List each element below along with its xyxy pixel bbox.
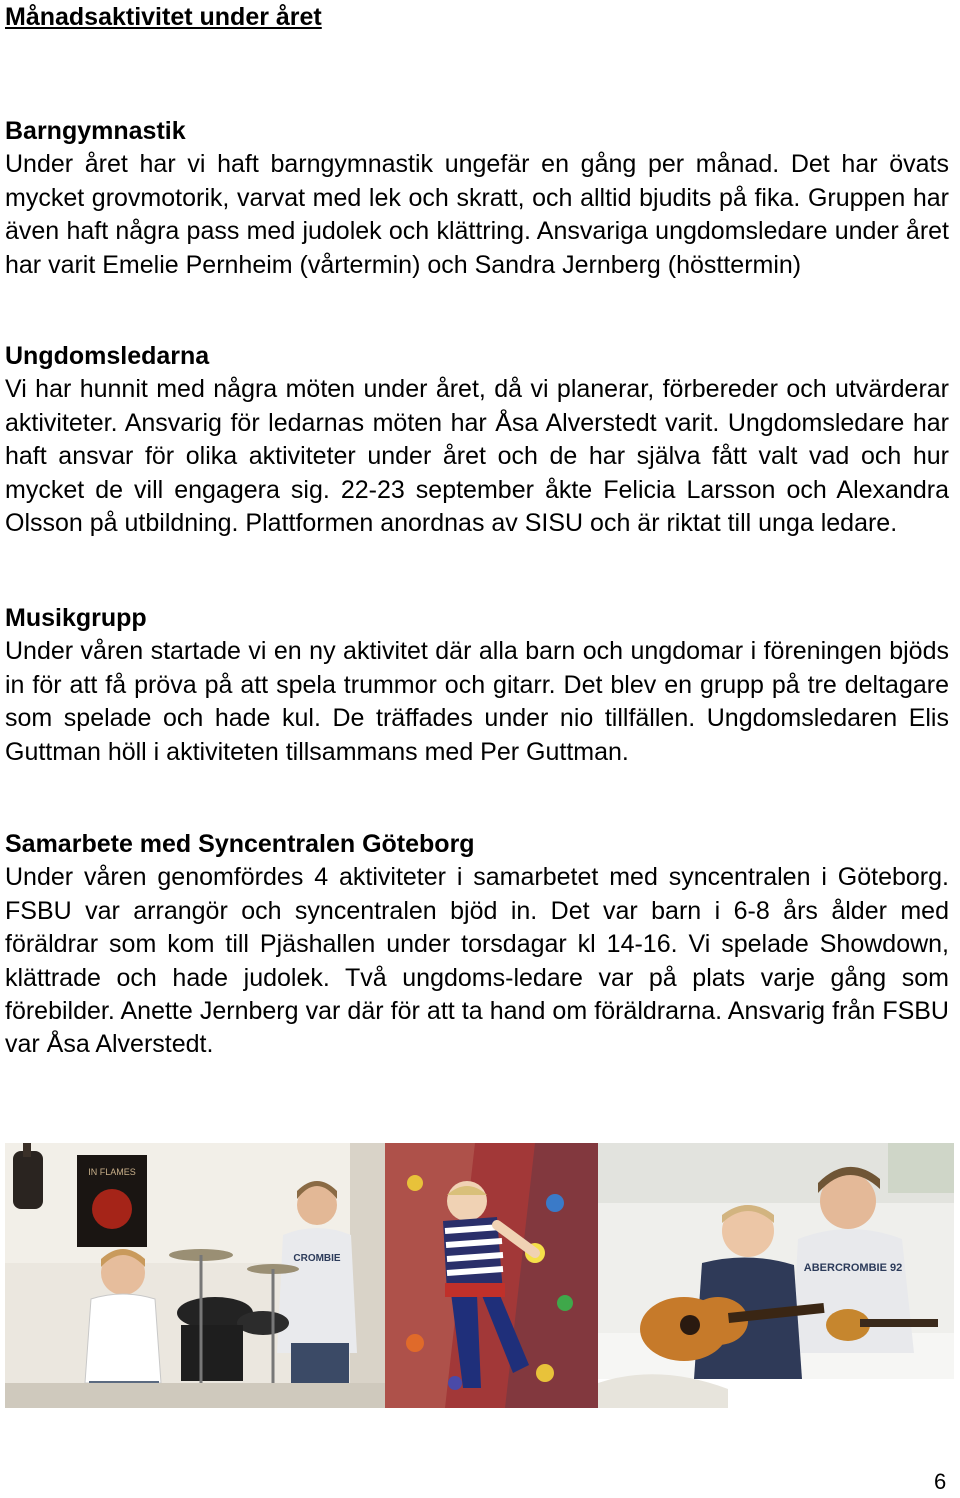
section-heading: Ungdomsledarna bbox=[5, 342, 210, 370]
section-heading: Barngymnastik bbox=[5, 117, 186, 145]
section-body: Under året har vi haft barngymnastik ungefär en gång per månad. Det har övats mycket grovmotorik, varvat med lek och skratt, och alltid bjudits på fika. Gruppen har även haft några pass med judolek och klättring. Ansvariga ungdomsledare under året har varit Emelie Pernheim (vårtermin) och Sandra Jernberg (hösttermin) bbox=[5, 150, 949, 279]
shirt-text: ABERCROMBIE 92 bbox=[803, 1262, 903, 1274]
section-musikgrupp bbox=[5, 602, 949, 769]
section-body: Under våren startade vi en ny aktivitet där alla barn och ungdomar i föreningen bjöds in för att få pröva på att spela trummor och gitarr. Det blev en grupp på tre deltagare som spelade och hade kul. De träffades under nio tillfällen. Ungdomsledaren Elis Guttman höll i aktiviteten tillsammans med Per Guttman. bbox=[5, 637, 949, 766]
poster-text: IN FLAMES bbox=[88, 1167, 136, 1177]
section-body: Vi har hunnit med några möten under året, då vi planerar, förbereder och utvärderar aktiviteter. Ansvarig för ledarnas möten har Åsa Alverstedt varit. Ungdomsledare har haft ansvar för olika aktiviteter under året och de har själva fått valt vad och hur mycket de vill engagera sig. 22-23 september åkte Felicia Larsson och Alexandra Olsson på utbildning. Plattformen anordnas av SISU och är riktat till unga ledare. bbox=[5, 375, 949, 538]
photo-drums bbox=[5, 1143, 385, 1408]
photo-climbing bbox=[385, 1143, 598, 1408]
page-number: 6 bbox=[934, 1469, 947, 1494]
section-body: Under våren genomfördes 4 aktiviteter i samarbetet med syncentralen i Göteborg. FSBU var arrangör och syncentralen bjöd in. Det var barn i 6-8 års ålder med föräldrar som kom till Pjäshallen under torsdagar kl 14-16. Vi spelade Showdown, klättrade och hade judolek. Två ungdoms-ledare var på plats varje gång som förebilder. Anette Jernberg var där för att ta hand om föräldrarna. Ansvarig från FSBU var Åsa Alverstedt. bbox=[5, 863, 949, 1059]
section-samarbete-syncentralen bbox=[5, 828, 949, 1062]
page-title: Månadsaktivitet under året bbox=[5, 3, 322, 31]
section-barngymnastik bbox=[5, 115, 949, 282]
section-ungdomsledarna bbox=[5, 340, 949, 540]
shirt-text: CROMBIE bbox=[293, 1253, 341, 1264]
section-heading: Musikgrupp bbox=[5, 604, 147, 632]
photo-strip bbox=[5, 1143, 954, 1408]
photo-guitar bbox=[598, 1143, 954, 1408]
section-heading: Samarbete med Syncentralen Göteborg bbox=[5, 830, 475, 858]
